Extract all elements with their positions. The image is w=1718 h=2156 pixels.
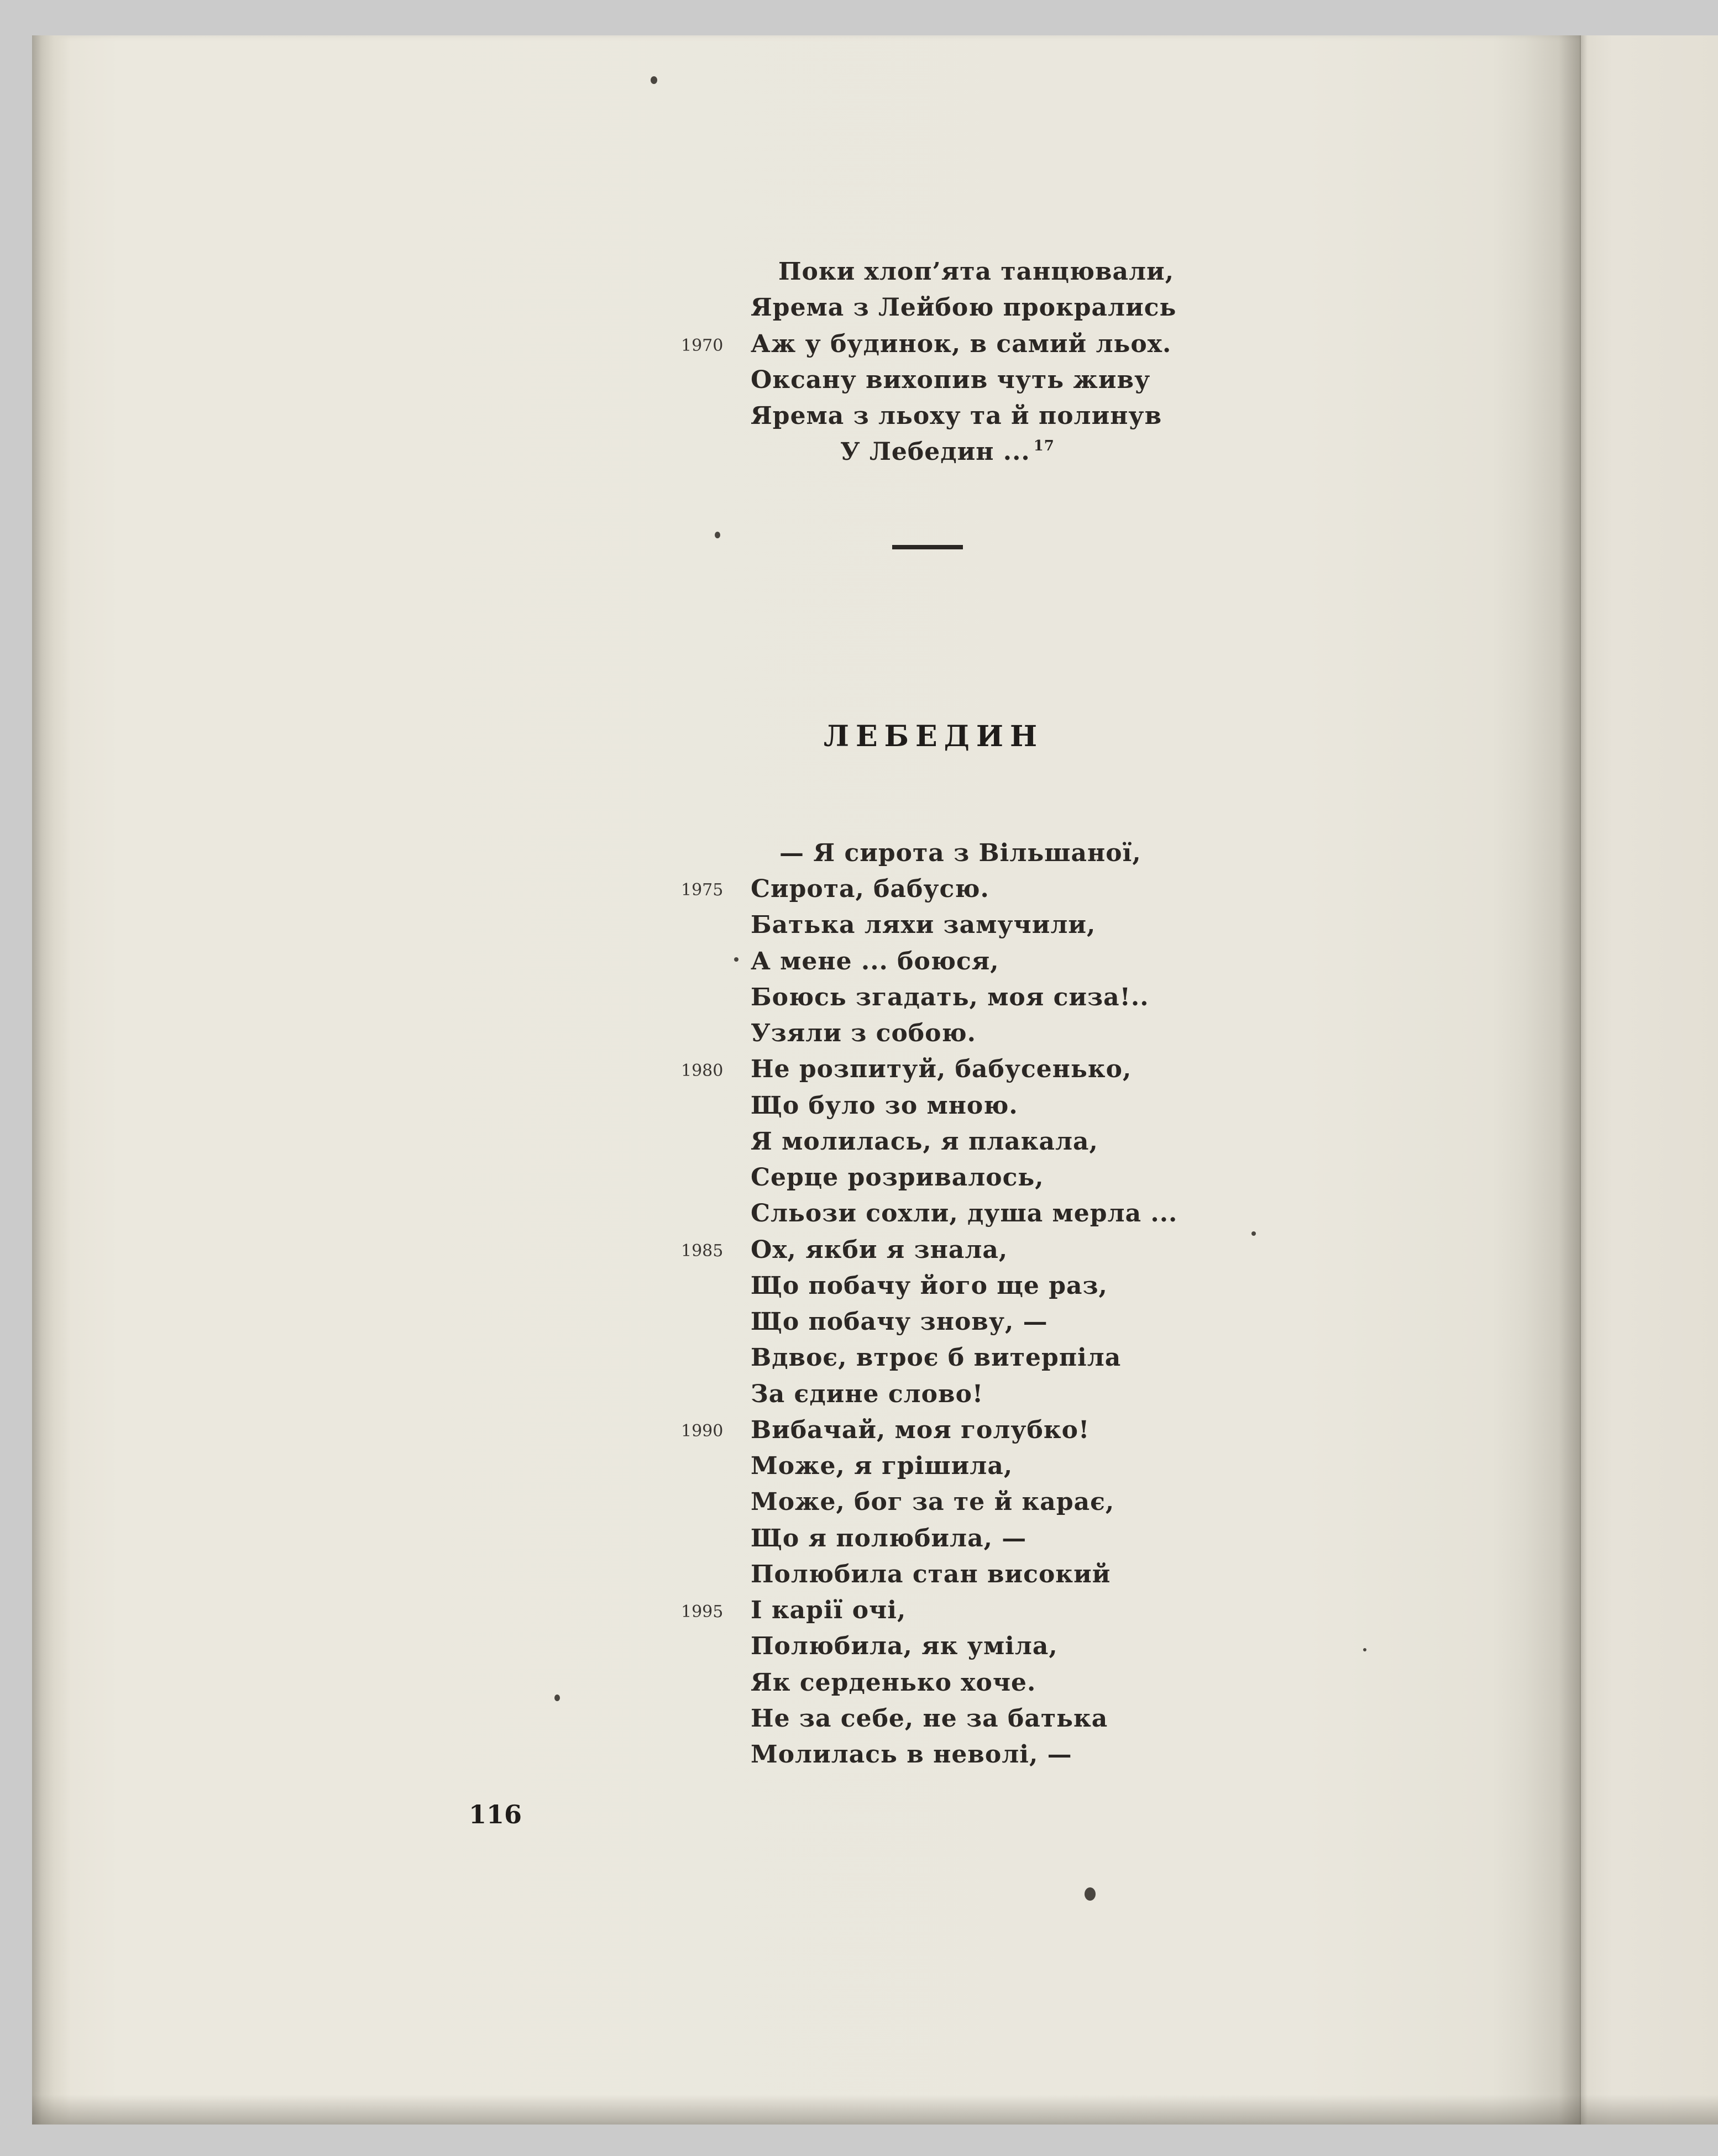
paper-speck <box>554 1695 560 1701</box>
verse-line: Не розпитуй, бабусенько, <box>751 1055 1132 1083</box>
verse-line: Я молилась, я плакала, <box>751 1127 1098 1156</box>
verse-line: Сирота, бабусю. <box>751 875 989 903</box>
verse-line: І карії очі, <box>751 1596 907 1624</box>
section-title: ЛЕБЕДИН <box>824 720 1044 753</box>
facing-page-edge <box>1580 35 1718 2124</box>
verse-line: Ярема з льоху та й полинув <box>751 402 1162 430</box>
verse-line-text: У Лебедин ... <box>840 438 1030 466</box>
verse-line: Сльози сохли, душа мерла ... <box>751 1199 1178 1227</box>
line-number: 1980 <box>681 1061 724 1080</box>
verse-line: Що було зо мною. <box>751 1092 1018 1120</box>
line-number: 1990 <box>681 1421 724 1441</box>
footnote-marker: 17 <box>1033 438 1055 454</box>
verse-line: Поки хлоп’ята танцювали, <box>778 258 1175 286</box>
paper-speck <box>1251 1231 1256 1236</box>
page-number: 116 <box>469 1800 522 1829</box>
verse-line: За єдине слово! <box>751 1380 984 1408</box>
verse-line: Вдвоє, втроє б витерпіла <box>751 1344 1122 1372</box>
bottom-shadow <box>32 2095 1718 2124</box>
verse-line: Ох, якби я знала, <box>751 1236 1008 1264</box>
verse-line: — Я сирота з Вільшаної, <box>779 839 1141 867</box>
verse-line: Що побачу знову, — <box>751 1308 1048 1336</box>
paper-speck <box>734 957 738 962</box>
page-binding-edge <box>32 35 71 2124</box>
verse-line: Вибачай, моя голубко! <box>751 1416 1090 1444</box>
paper-speck <box>1085 1887 1096 1901</box>
paper-speck <box>651 76 657 84</box>
verse-line: Оксану вихопив чуть живу <box>751 366 1151 394</box>
gutter-shadow <box>1492 35 1581 2124</box>
verse-line: Ярема з Лейбою прокрались <box>751 293 1177 322</box>
line-number: 1995 <box>681 1602 724 1622</box>
verse-line: Боюсь згадать, моя сиза!.. <box>751 983 1149 1011</box>
verse-line: Полюбила, як уміла, <box>751 1632 1058 1660</box>
verse-line <box>840 438 1055 466</box>
verse-line: Може, бог за те й карає, <box>751 1488 1115 1516</box>
section-divider <box>892 545 963 549</box>
line-number: 1985 <box>681 1241 724 1261</box>
verse-line: Як серденько хоче. <box>751 1669 1036 1697</box>
line-number: 1970 <box>681 336 724 355</box>
verse-line: Може, я грішила, <box>751 1452 1013 1480</box>
line-number: 1975 <box>681 880 724 900</box>
paper-speck <box>715 532 720 538</box>
verse-line: Що побачу його ще раз, <box>751 1272 1108 1300</box>
verse-line: Молилась в неволі, — <box>751 1740 1072 1769</box>
verse-line: Полюбила стан високий <box>751 1560 1111 1588</box>
verse-line: Що я полюбила, — <box>751 1524 1027 1552</box>
verse-line: Аж у будинок, в самий льох. <box>751 330 1172 358</box>
verse-line: А мене ... боюся, <box>751 947 999 975</box>
paper-speck <box>1363 1648 1366 1651</box>
verse-line: Батька ляхи замучили, <box>751 911 1096 939</box>
verse-line: Узяли з собою. <box>751 1019 976 1047</box>
verse-line: Серце розривалось, <box>751 1163 1044 1192</box>
verse-line: Не за себе, не за батька <box>751 1704 1108 1733</box>
